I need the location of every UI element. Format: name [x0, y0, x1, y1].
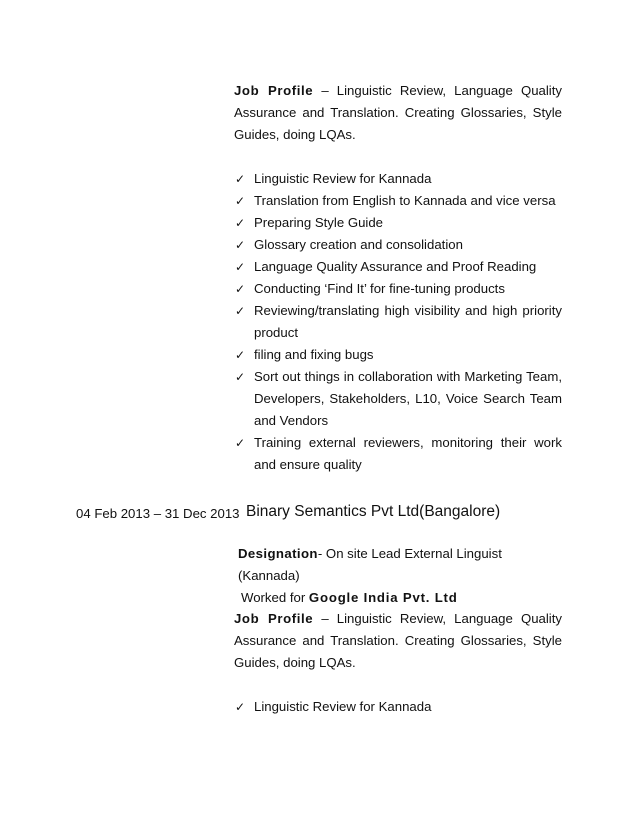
- job-profile-section-1: [234, 80, 562, 146]
- responsibilities-list-2: [234, 696, 562, 718]
- list-item: ✓ Translation from English to Kannada and vice versa: [234, 190, 562, 212]
- job-profile-paragraph: [234, 80, 562, 146]
- list-item: ✓ Training external reviewers, monitoring their work and ensure quality: [234, 432, 562, 476]
- checkmark-icon: ✓: [235, 216, 246, 230]
- list-item: ✓ Conducting ‘Find It’ for fine-tuning products: [234, 278, 562, 300]
- checkmark-icon: ✓: [235, 194, 246, 208]
- list-item: ✓ Sort out things in collaboration with Marketing Team, Developers, Stakeholders, L10, Voice Search Team and Vendors: [234, 366, 562, 432]
- list-item: ✓ Linguistic Review for Kannada: [234, 696, 562, 718]
- list-item: ✓ Language Quality Assurance and Proof Reading: [234, 256, 562, 278]
- checkmark-icon: ✓: [235, 304, 246, 318]
- worked-for-line: [238, 587, 566, 609]
- list-item: ✓ filing and fixing bugs: [234, 344, 562, 366]
- list-item: ✓ Reviewing/translating high visibility and high priority product: [234, 300, 562, 344]
- job-profile-text: – Linguistic Review, Language Quality Assurance and Translation. Creating Glossaries, Style Guides, doing LQAs.: [234, 83, 562, 142]
- designation-line: [238, 543, 566, 587]
- list-item: ✓ Linguistic Review for Kannada: [234, 168, 562, 190]
- list-item: ✓ Glossary creation and consolidation: [234, 234, 562, 256]
- checkmark-icon: ✓: [235, 700, 246, 714]
- checkmark-icon: ✓: [235, 172, 246, 186]
- job-profile-label: Job Profile: [234, 611, 314, 626]
- checkmark-icon: ✓: [235, 238, 246, 252]
- client-name: Google India Pvt. Ltd: [308, 590, 458, 605]
- checkmark-icon: ✓: [235, 348, 246, 362]
- responsibilities-list-1: [234, 168, 562, 476]
- job-profile-label: Job Profile: [234, 83, 314, 98]
- checkmark-icon: ✓: [235, 436, 246, 450]
- checkmark-icon: ✓: [235, 282, 246, 296]
- checkmark-icon: ✓: [235, 260, 246, 274]
- checkmark-icon: ✓: [235, 370, 246, 384]
- company-name: Binary Semantics Pvt Ltd(Bangalore): [246, 503, 501, 520]
- job-profile-section-2: [234, 608, 562, 674]
- designation-block: [238, 543, 566, 609]
- designation-text: - On site Lead External Linguist (Kannada): [238, 546, 502, 583]
- list-item: ✓ Preparing Style Guide: [234, 212, 562, 234]
- job-profile-paragraph: [234, 608, 562, 674]
- designation-label: Designation: [238, 546, 318, 561]
- job-profile-text: – Linguistic Review, Language Quality Assurance and Translation. Creating Glossaries, Style Guides, doing LQAs.: [234, 611, 562, 670]
- worked-for-prefix: Worked for: [241, 590, 309, 605]
- employment-dates: 04 Feb 2013 – 31 Dec 2013: [76, 506, 240, 521]
